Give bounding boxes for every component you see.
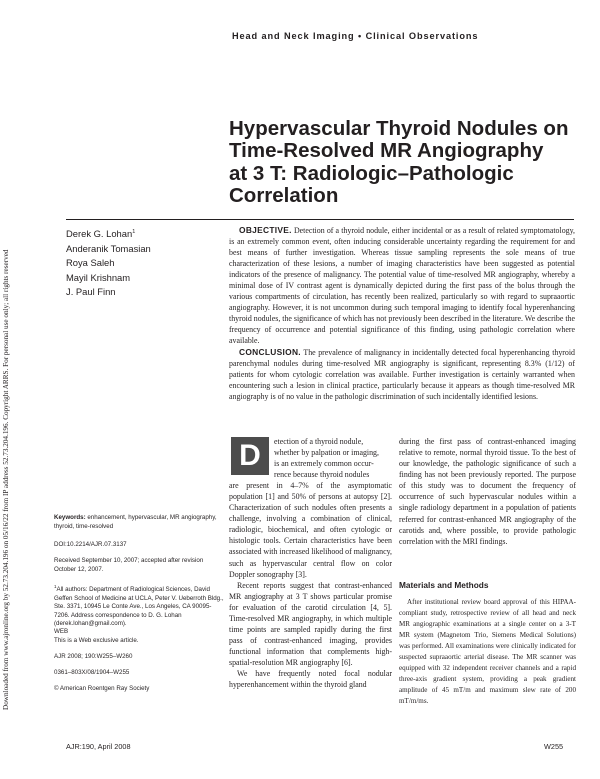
body-paragraph: Recent reports suggest that contrast-enhanced MR angiography at 3 T shows particular promise for evaluation of the carotid circulation [4, 5]. Time-resolved MR angiography, in which multiple time points are sampled rapidly during the first pass of contrast-enhanced imaging, provides functional information that complements high-spatial-resolution MR angiography [6]. xyxy=(229,580,392,668)
author-name: Mayil Krishnam xyxy=(66,271,131,283)
issn: 0361–803X/08/1904–W255 xyxy=(54,669,130,676)
author xyxy=(66,271,216,286)
methods-paragraph: After institutional review board approval of this HIPAA-compliant study, retrospective review of all head and neck MR angiographic examinations at a single center on a 3-T MR system (Magnetom Trio, Siemens Medical Solutions) was performed. All examinations were clinically indicated for suspected supraaortic arterial disease. The MR scanner was equipped with 32 independent receiver channels and a rapid three-axis gradient system, providing a peak gradient amplitude of 45 mT/m and maximum slew rate of 200 mT/m/ms. xyxy=(399,598,576,705)
objective-label: OBJECTIVE. xyxy=(239,225,292,235)
author xyxy=(66,256,216,271)
title-line: at 3 T: Radiologic–Pathologic xyxy=(229,161,514,185)
conclusion-text: The prevalence of malignancy in incidentally detected focal hyperenhancing thyroid parenchymal nodules during time-resolved MR angiography is significant, representing 8.3% (1/12) of patients for whom cytologic correlation was available. Further investigation is certainly warranted when encountering such a lesion in clinical practice, particularly because it appears as though time-resolved MR angiography is of no value in the pathologic discrimination of such incidentally identified lesions. xyxy=(229,347,575,401)
methods-heading: Materials and Methods xyxy=(399,580,489,590)
body-column-1 xyxy=(229,480,392,690)
intro-line: rence because thyroid nodules xyxy=(274,470,370,480)
methods-text xyxy=(399,597,576,707)
keywords-text: enhancement, hypervascular, MR angiography, thyroid, time-resolved xyxy=(54,514,217,530)
intro-first-lines xyxy=(274,436,392,480)
title-line: Hypervascular Thyroid Nodules on xyxy=(229,117,569,140)
objective-text: Detection of a thyroid nodule, either incidental or as a result of related symptomatology, is an extremely common event, often inducing considerable uncertainty regarding the requirement for and best means of further investigation. Whereas tissue sampling represents the sole means of true characterization of these lesions, a number of imaging characteristics have been suggested as potential indicators of the presence of malignancy. The potential value of time-resolved MR angiography, whereby a minimal dose of IV contrast agent is dynamically depicted during the first pass of the bolus through the various compartments of circulation, has recently been realized, particularly so with regard to supraaortic angiography. However, it is not uncommon during such temporal imaging to identify focal hyperenhancing thyroid nodules, the significance of which has not previously been described in the literature. We describe the frequency of occurrence and potential significance of this finding, using pathologic correlation where available. xyxy=(229,226,575,346)
drop-cap: D xyxy=(231,437,269,475)
author-list xyxy=(66,225,216,300)
footer-journal: AJR:190, April 2008 xyxy=(66,742,131,751)
affiliation xyxy=(54,583,226,629)
title-line: Time-Resolved MR Angiography xyxy=(229,139,544,163)
intro-line: whether by palpation or imaging, xyxy=(274,448,379,458)
author xyxy=(66,285,216,300)
author-name: J. Paul Finn xyxy=(66,286,116,298)
title-rule xyxy=(66,219,574,220)
conclusion-label: CONCLUSION. xyxy=(239,346,301,357)
intro-paragraph: are present in 4–7% of the asymptomatic population [1] and 50% of persons at autopsy [2]. Characterization of such nodules often presents a challenge, involving a combination of clinical, radiologic, biochemical, and often cytologic or histologic tools. Certain characteristics have been associated with increased likelihood of malignancy, such as hypervascular central flow on color Doppler sonography [3]. xyxy=(229,481,392,579)
keywords-label: Keywords: xyxy=(54,514,86,521)
author-name: Roya Saleh xyxy=(66,257,115,269)
body-column-2 xyxy=(399,436,576,547)
title-line: Correlation xyxy=(229,184,339,208)
author-name: Anderanik Tomasian xyxy=(66,242,151,254)
web-label: WEB xyxy=(54,628,69,635)
abstract-conclusion xyxy=(229,347,575,402)
author xyxy=(66,242,216,257)
affiliation-mark: 1 xyxy=(54,584,57,589)
intro-line: etection of a thyroid nodule, xyxy=(274,437,364,446)
keywords xyxy=(54,514,226,531)
citation: AJR 2008; 190:W255–W260 xyxy=(54,653,133,660)
author-mark: 1 xyxy=(132,229,136,235)
abstract xyxy=(229,225,575,402)
download-watermark xyxy=(0,70,13,710)
affiliation-text: All authors: Department of Radiological Sciences, David Geffen School of Medicine at UCLA, Peter V. Ueberroth Bldg., Ste. 3371, 10945 Le Conte Ave., Los Angeles, CA 90095-7206. Address correspondence to D. G. Lohan (derek.lohan@gmail.com). xyxy=(54,586,224,628)
download-note: Downloaded from www.ajronline.org by 52.73.204.196 on 05/16/22 from IP address 52.73.204.196. Copyright ARRS. For personal use only; all rights reserved xyxy=(2,249,10,710)
abstract-objective xyxy=(229,225,575,347)
article-title xyxy=(229,118,579,208)
body-paragraph: during the first pass of contrast-enhanced imaging relative to remote, normal thyroid tissue. To the best of our knowledge, the pathologic significance of such a finding has not been previously reported. The purpose of this study was to document the frequency of occurrence of such hypervascular nodules within a single radiology department in a population of patients referred for contrast-enhanced MR angiography of the carotids and, where possible, to provide pathologic correlation with the MRI findings. xyxy=(399,437,576,546)
doi: DOI:10.2214/AJR.07.3137 xyxy=(54,541,127,548)
body-paragraph: We have frequently noted focal nodular hyperenhancement within the thyroid gland xyxy=(229,669,392,690)
intro-line: is an extremely common occur- xyxy=(274,459,374,469)
author xyxy=(66,225,216,242)
web-text: This is a Web exclusive article. xyxy=(54,637,139,644)
author-name: Derek G. Lohan xyxy=(66,228,133,239)
page-number: W255 xyxy=(544,742,564,751)
running-head: Head and Neck Imaging • Clinical Observations xyxy=(232,31,479,41)
methods-section xyxy=(399,580,576,590)
copyright: © American Roentgen Ray Society xyxy=(54,685,150,692)
received-dates: Received September 10, 2007; accepted after revision October 12, 2007. xyxy=(54,557,204,573)
